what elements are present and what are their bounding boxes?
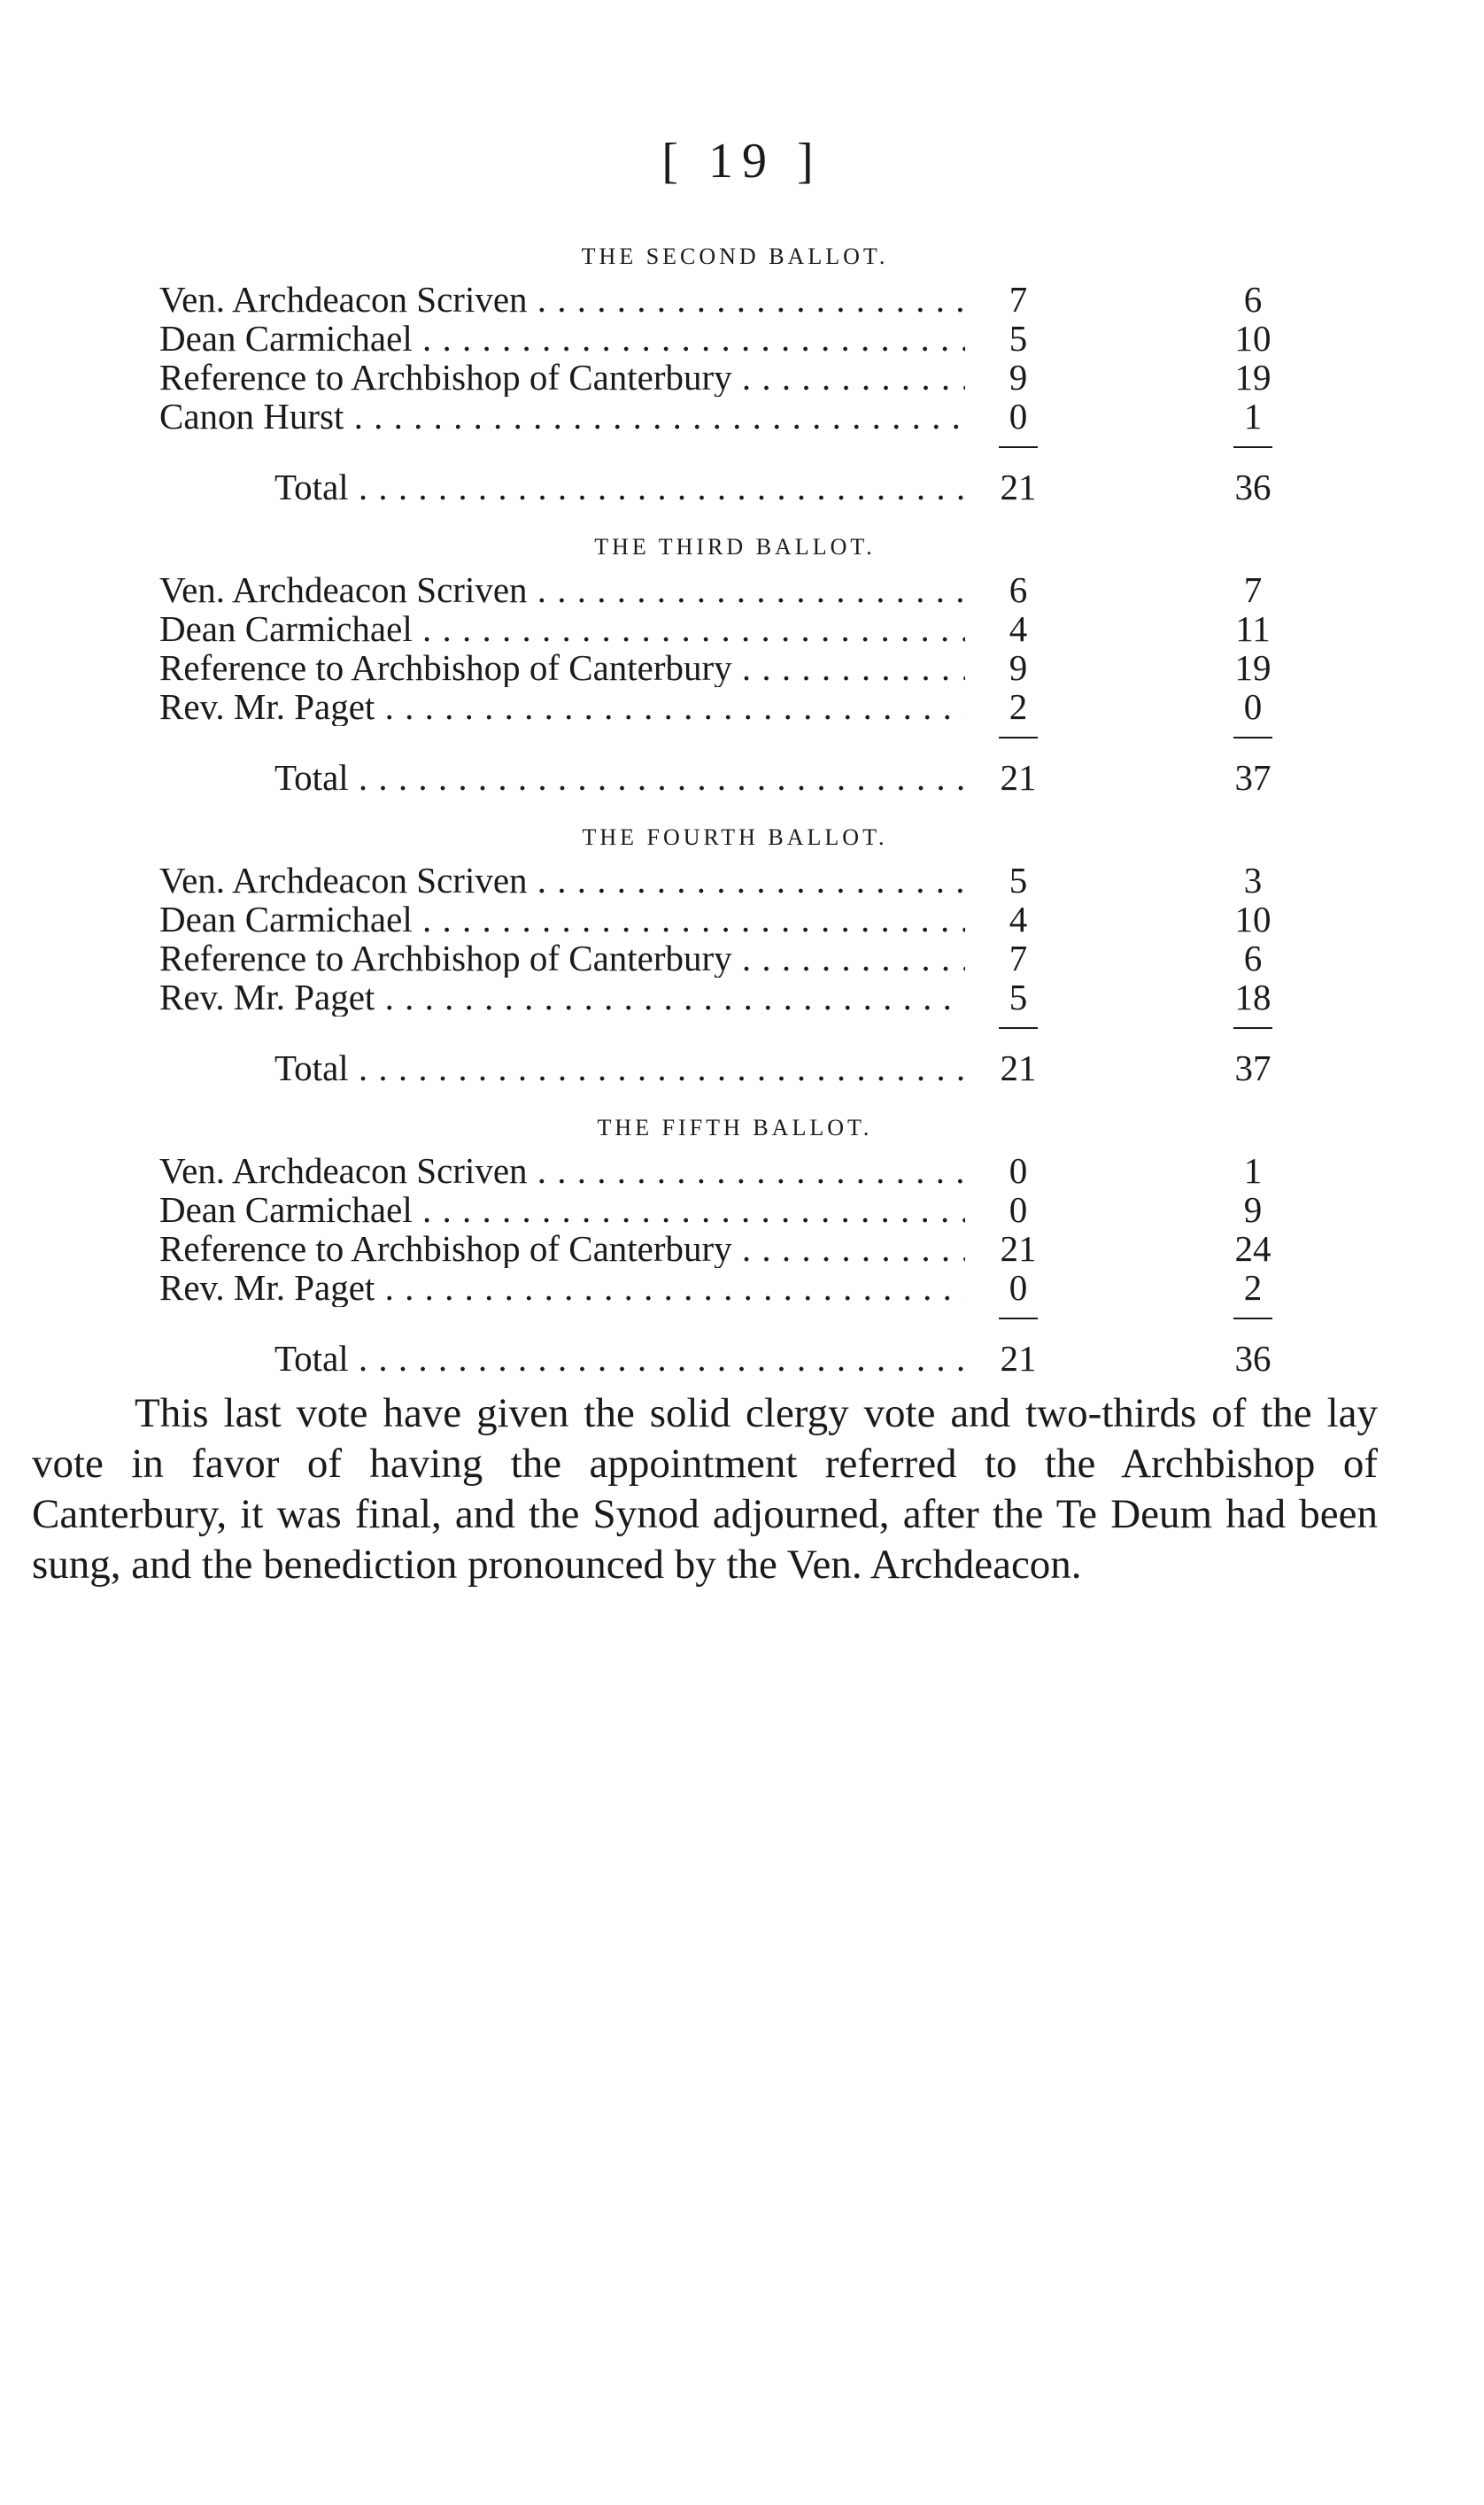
ballot-row [159,280,1310,319]
candidate-label: Rev. Mr. Paget . . . [159,687,965,726]
candidate-label: Dean Carmichael . . . [159,609,965,648]
ballot-row [159,978,1310,1017]
lay-vote: 7 [1243,569,1263,610]
ballot-row [159,648,1310,687]
ballot-third [159,531,1310,797]
candidate-label: Dean Carmichael . . . [159,319,965,358]
ballot-row [159,570,1310,609]
clergy-vote: 5 [1009,860,1028,901]
clergy-total: 21 [1000,757,1037,798]
clergy-vote: 5 [1009,318,1028,359]
total-label: Total . . . [274,468,965,506]
sum-rule [159,726,1310,758]
total-label: Total . . . [274,1048,965,1087]
candidate-label: Ven. Archdeacon Scriven . . . [159,280,965,319]
clergy-vote: 0 [1009,1189,1028,1230]
ballot-row [159,687,1310,726]
ballot-row [159,319,1310,358]
total-row [159,1048,1310,1087]
ballot-heading: THE FIFTH BALLOT. [597,1115,873,1140]
lay-vote: 2 [1243,1267,1263,1308]
clergy-vote: 21 [1000,1228,1037,1269]
lay-total: 37 [1234,1048,1271,1088]
lay-vote: 11 [1235,608,1271,649]
lay-vote: 18 [1234,977,1271,1017]
clergy-vote: 6 [1009,569,1028,610]
lay-total: 36 [1234,1338,1271,1379]
total-label: Total . . . [274,758,965,797]
clergy-total: 21 [1000,1048,1037,1088]
candidate-label: Ven. Archdeacon Scriven . . . [159,861,965,900]
clergy-total: 21 [1000,1338,1037,1379]
ballot-heading: THE SECOND BALLOT. [581,244,889,269]
ballot-row [159,1190,1310,1229]
ballot-heading: THE FOURTH BALLOT. [582,824,888,850]
clergy-vote: 4 [1009,608,1028,649]
clergy-vote: 7 [1009,938,1028,978]
candidate-label: Dean Carmichael . . . [159,1190,965,1229]
ballot-row [159,1151,1310,1190]
ballot-second [159,241,1310,506]
lay-vote: 10 [1234,899,1271,939]
candidate-label: Canon Hurst . . . [159,397,965,436]
ballot-row [159,609,1310,648]
ballot-row [159,900,1310,939]
clergy-vote: 9 [1009,357,1028,398]
lay-vote: 9 [1243,1189,1263,1230]
lay-vote: 19 [1234,357,1271,398]
ballot-fifth [159,1112,1310,1378]
clergy-vote: 0 [1009,396,1028,437]
ballot-row [159,861,1310,900]
closing-paragraph: This last vote have given the solid clergy vote and two-thirds of the lay vote in favor of having the appointment referred to the Archbishop of Canterbury, it was final, and the Synod adjourned, after the Te Deum had been sung, and the benediction pronounced by the Ven. Archdeacon. [32,1390,1378,1588]
clergy-vote: 4 [1009,899,1028,939]
total-row [159,758,1310,797]
sum-rule [159,1307,1310,1339]
candidate-label: Ven. Archdeacon Scriven . . . [159,570,965,609]
lay-vote: 6 [1243,938,1263,978]
candidate-label: Reference to Archbishop of Canterbury . . . [159,358,965,397]
sum-rule [159,436,1310,468]
ballot-heading: THE THIRD BALLOT. [594,534,876,560]
candidate-label: Reference to Archbishop of Canterbury . . . [159,1229,965,1268]
total-row [159,468,1310,506]
sum-rule [159,1017,1310,1048]
ballot-row [159,1229,1310,1268]
candidate-label: Rev. Mr. Paget . . . [159,978,965,1017]
lay-vote: 19 [1234,647,1271,688]
clergy-vote: 7 [1009,279,1028,320]
candidate-label: Dean Carmichael . . . [159,900,965,939]
ballot-row [159,358,1310,397]
clergy-vote: 5 [1009,977,1028,1017]
page-number: [ 19 ] [661,134,823,189]
candidate-label: Ven. Archdeacon Scriven . . . [159,1151,965,1190]
clergy-total: 21 [1000,467,1037,507]
lay-vote: 6 [1243,279,1263,320]
clergy-vote: 2 [1009,686,1028,727]
clergy-vote: 0 [1009,1267,1028,1308]
total-label: Total . . . [274,1339,965,1378]
candidate-label: Reference to Archbishop of Canterbury . . . [159,939,965,978]
lay-vote: 10 [1234,318,1271,359]
clergy-vote: 9 [1009,647,1028,688]
candidate-label: Rev. Mr. Paget . . . [159,1268,965,1307]
lay-vote: 3 [1243,860,1263,901]
candidate-label: Reference to Archbishop of Canterbury . . . [159,648,965,687]
lay-vote: 24 [1234,1228,1271,1269]
ballot-fourth [159,822,1310,1087]
lay-vote: 1 [1243,1150,1263,1191]
lay-total: 37 [1234,757,1271,798]
lay-vote: 0 [1243,686,1263,727]
ballot-row [159,397,1310,436]
ballot-row [159,1268,1310,1307]
lay-total: 36 [1234,467,1271,507]
clergy-vote: 0 [1009,1150,1028,1191]
total-row [159,1339,1310,1378]
lay-vote: 1 [1243,396,1263,437]
ballot-row [159,939,1310,978]
